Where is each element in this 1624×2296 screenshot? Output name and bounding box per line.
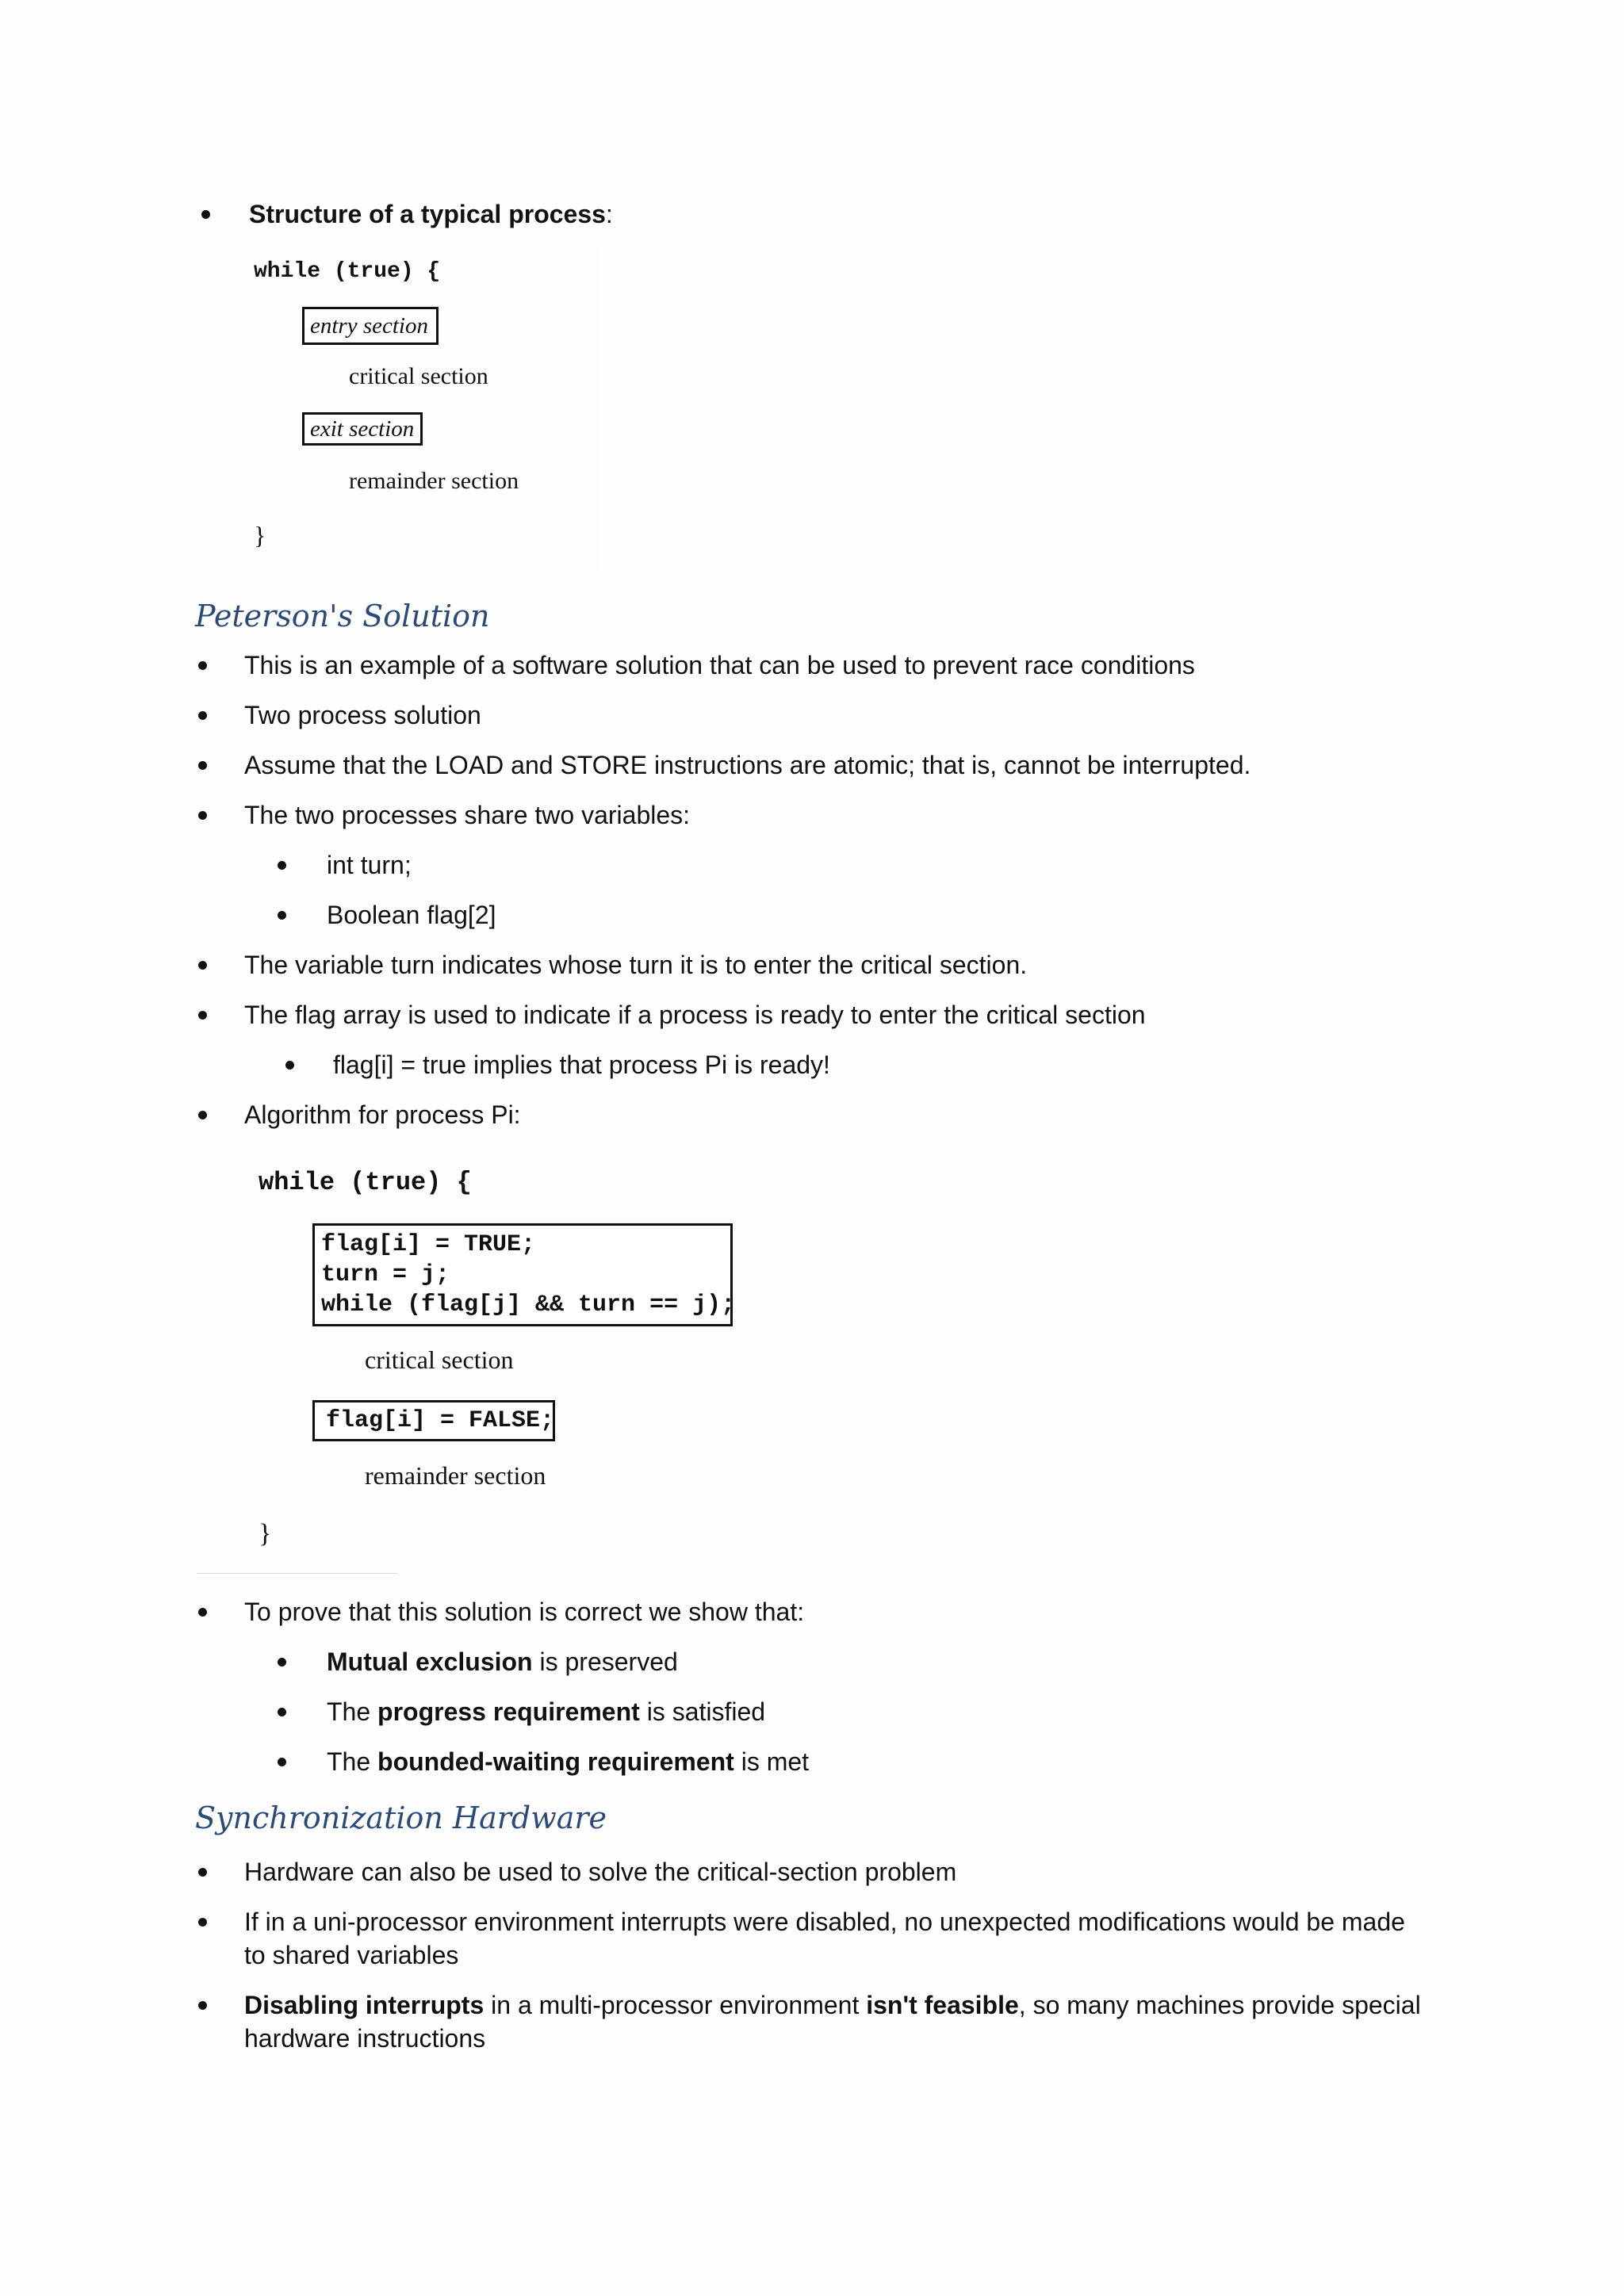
bullet-icon [285,1061,294,1070]
process-structure-figure [197,242,597,575]
bullet-icon [198,1608,207,1617]
bullet-icon [198,661,207,670]
bullet-icon [198,1918,207,1927]
while-wait-line: while (flag[j] && turn == j); [321,1292,736,1318]
bullet-icon [198,711,207,720]
fig1-close-brace: } [254,521,266,549]
bullet-icon [201,210,210,219]
bullet-icon [278,1758,286,1766]
sync-hardware-heading: Synchronization Hardware [195,1800,607,1835]
entry-code-box [312,1223,736,1326]
exit-section-box: exit section [302,412,423,446]
flag-true-line: flag[i] = TRUE; [321,1231,536,1258]
structure-heading: Structure of a typical process [249,200,606,228]
bullet-icon [198,961,207,970]
fig2-remainder-section: remainder section [365,1461,546,1490]
fig1-while-line: while (true) { [254,259,441,284]
turn-line: turn = j; [321,1261,450,1288]
bullet-icon [198,1868,207,1877]
bullet-icon [198,1111,207,1119]
bullet-icon [278,861,286,870]
fig1-critical-section: critical section [349,363,488,389]
bullet-icon [198,1011,207,1020]
document-page: Structure of a typical process: while (true) { entry section critical section exit section remainder section } Peterson's Solution This is an example of a software solution that can be used to prevent race conditions Two process solution Assume that the LOAD and STORE instructions are atomic; that is, cannot be interrupted. The two processes share two variables: int turn; Boolean flag[2] The variable turn indicates whose turn it is to enter the critical section. The flag array is used to indicate if a process is ready to enter the critical section flag[i] = true implies that process Pi is ready! Algorithm for process Pi: while (true) { flag[i] = TRUE; turn = j; while (flag[j] && turn == j); critical section flag[i] = FALSE; remainder section } To prove that this solution is correct we show that: Mutual exclusion is preserved The progress requirement is satisfied The bounded-waiting requirement is met Synchronization Hardware Hardware can also be used to solve the critical-section problem If in a uni-processor environment interrupts were disabled, no unexpected modifications would be made to shared variables Disabling interrupts in a multi-processor environment isn't feasible, so many machines provide special hardware instructions [0,0,1624,2296]
bullet-icon [278,911,286,920]
bullet-icon [198,811,207,820]
bullet-icon [198,2001,207,2010]
exit-code-box [312,1400,555,1441]
entry-section-box: entry section [302,307,439,345]
bullet-icon [198,761,207,770]
figure-divider [197,1573,398,1574]
fig2-while-line: while (true) { [259,1168,472,1197]
fig2-critical-section: critical section [365,1345,514,1374]
peterson-heading: Peterson's Solution [195,599,490,633]
peterson-algorithm-figure [197,1148,736,1570]
flag-false-line: flag[i] = FALSE; [326,1407,555,1434]
fig2-close-brace: } [259,1519,272,1548]
fig1-remainder-section: remainder section [349,468,519,494]
bullet-icon [278,1658,286,1667]
bullet-icon [278,1708,286,1716]
